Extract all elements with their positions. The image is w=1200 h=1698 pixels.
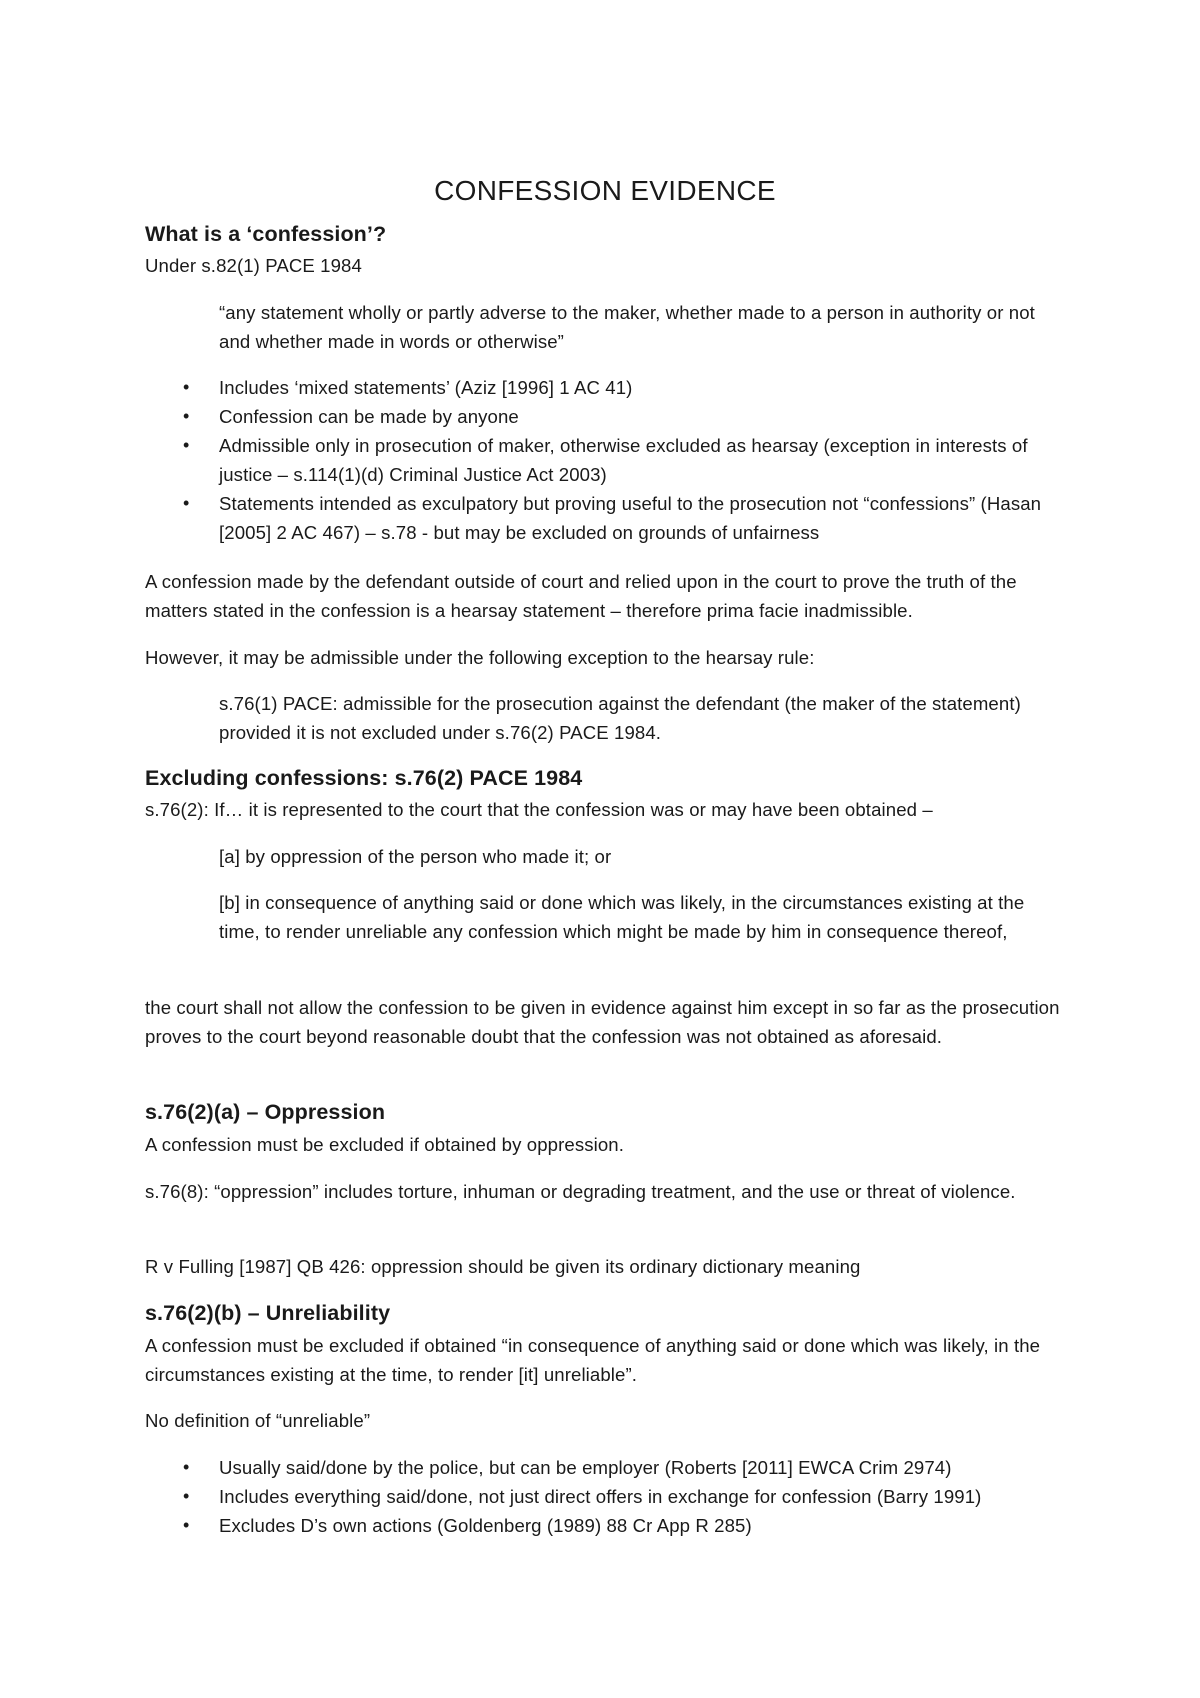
list-item: • Excludes D’s own actions (Goldenberg (1989) 88 Cr App R 285) — [145, 1511, 1065, 1540]
heading-unreliability: s.76(2)(b) – Unreliability — [145, 1301, 391, 1325]
list-item: • Usually said/done by the police, but can be employer (Roberts [2011] EWCA Crim 2974) — [145, 1453, 1065, 1482]
s3-paragraph-1: A confession must be excluded if obtained by oppression. — [145, 1134, 625, 1155]
s1-intro: Under s.82(1) PACE 1984 — [145, 255, 362, 276]
s1-bullet-list — [145, 373, 1065, 547]
heading-what-is-confession: What is a ‘confession’? — [145, 222, 387, 246]
s4-bullet-list — [145, 1453, 1065, 1540]
s3-paragraph-2: s.76(8): “oppression” includes torture, inhuman or degrading treatment, and the use or threat of violence. — [145, 1181, 1016, 1202]
list-item: • Statements intended as exculpatory but proving useful to the prosecution not “confessions” (Hasan [2005] 2 AC 467) – s.78 - but may be excluded on grounds of unfairness — [145, 489, 1065, 547]
s2-item-a: [a] by oppression of the person who made it; or — [219, 846, 612, 867]
s1-indented-s76-1: s.76(1) PACE: admissible for the prosecution against the defendant (the maker of the statement) provided it is not excluded under s.76(2) PACE 1984. — [219, 693, 1021, 743]
s4-paragraph-2: No definition of “unreliable” — [145, 1410, 371, 1431]
heading-excluding-confessions: Excluding confessions: s.76(2) PACE 1984 — [145, 766, 583, 790]
s1-paragraph-exception: However, it may be admissible under the following exception to the hearsay rule: — [145, 647, 815, 668]
list-item: • Confession can be made by anyone — [145, 402, 1065, 431]
heading-oppression: s.76(2)(a) – Oppression — [145, 1100, 386, 1124]
s2-item-b: [b] in consequence of anything said or done which was likely, in the circumstances existing at the time, to render unreliable any confession which might be made by him in consequence thereof, — [219, 892, 1025, 942]
list-item: • Includes everything said/done, not just direct offers in exchange for confession (Barry 1991) — [145, 1482, 1065, 1511]
s2-intro: s.76(2): If… it is represented to the court that the confession was or may have been obtained – — [145, 799, 933, 820]
s4-paragraph-1: A confession must be excluded if obtained “in consequence of anything said or done which was likely, in the circumstances existing at the time, to render [it] unreliable”. — [145, 1335, 1041, 1385]
list-item: • Includes ‘mixed statements’ (Aziz [1996] 1 AC 41) — [145, 373, 1065, 402]
s3-paragraph-3: R v Fulling [1987] QB 426: oppression should be given its ordinary dictionary meaning — [145, 1256, 861, 1277]
document-title: CONFESSION EVIDENCE — [434, 175, 776, 206]
s1-quote: “any statement wholly or partly adverse to the maker, whether made to a person in authority or not and whether made in words or otherwise” — [219, 302, 1035, 352]
s2-conclusion: the court shall not allow the confession to be given in evidence against him except in so far as the prosecution proves to the court beyond reasonable doubt that the confession was not obtained as aforesaid. — [145, 997, 1060, 1047]
s1-paragraph-hearsay: A confession made by the defendant outside of court and relied upon in the court to prove the truth of the matters stated in the confession is a hearsay statement – therefore prima facie inadmissible. — [145, 571, 1017, 621]
list-item: • Admissible only in prosecution of maker, otherwise excluded as hearsay (exception in interests of justice – s.114(1)(d) Criminal Justice Act 2003) — [145, 431, 1065, 489]
